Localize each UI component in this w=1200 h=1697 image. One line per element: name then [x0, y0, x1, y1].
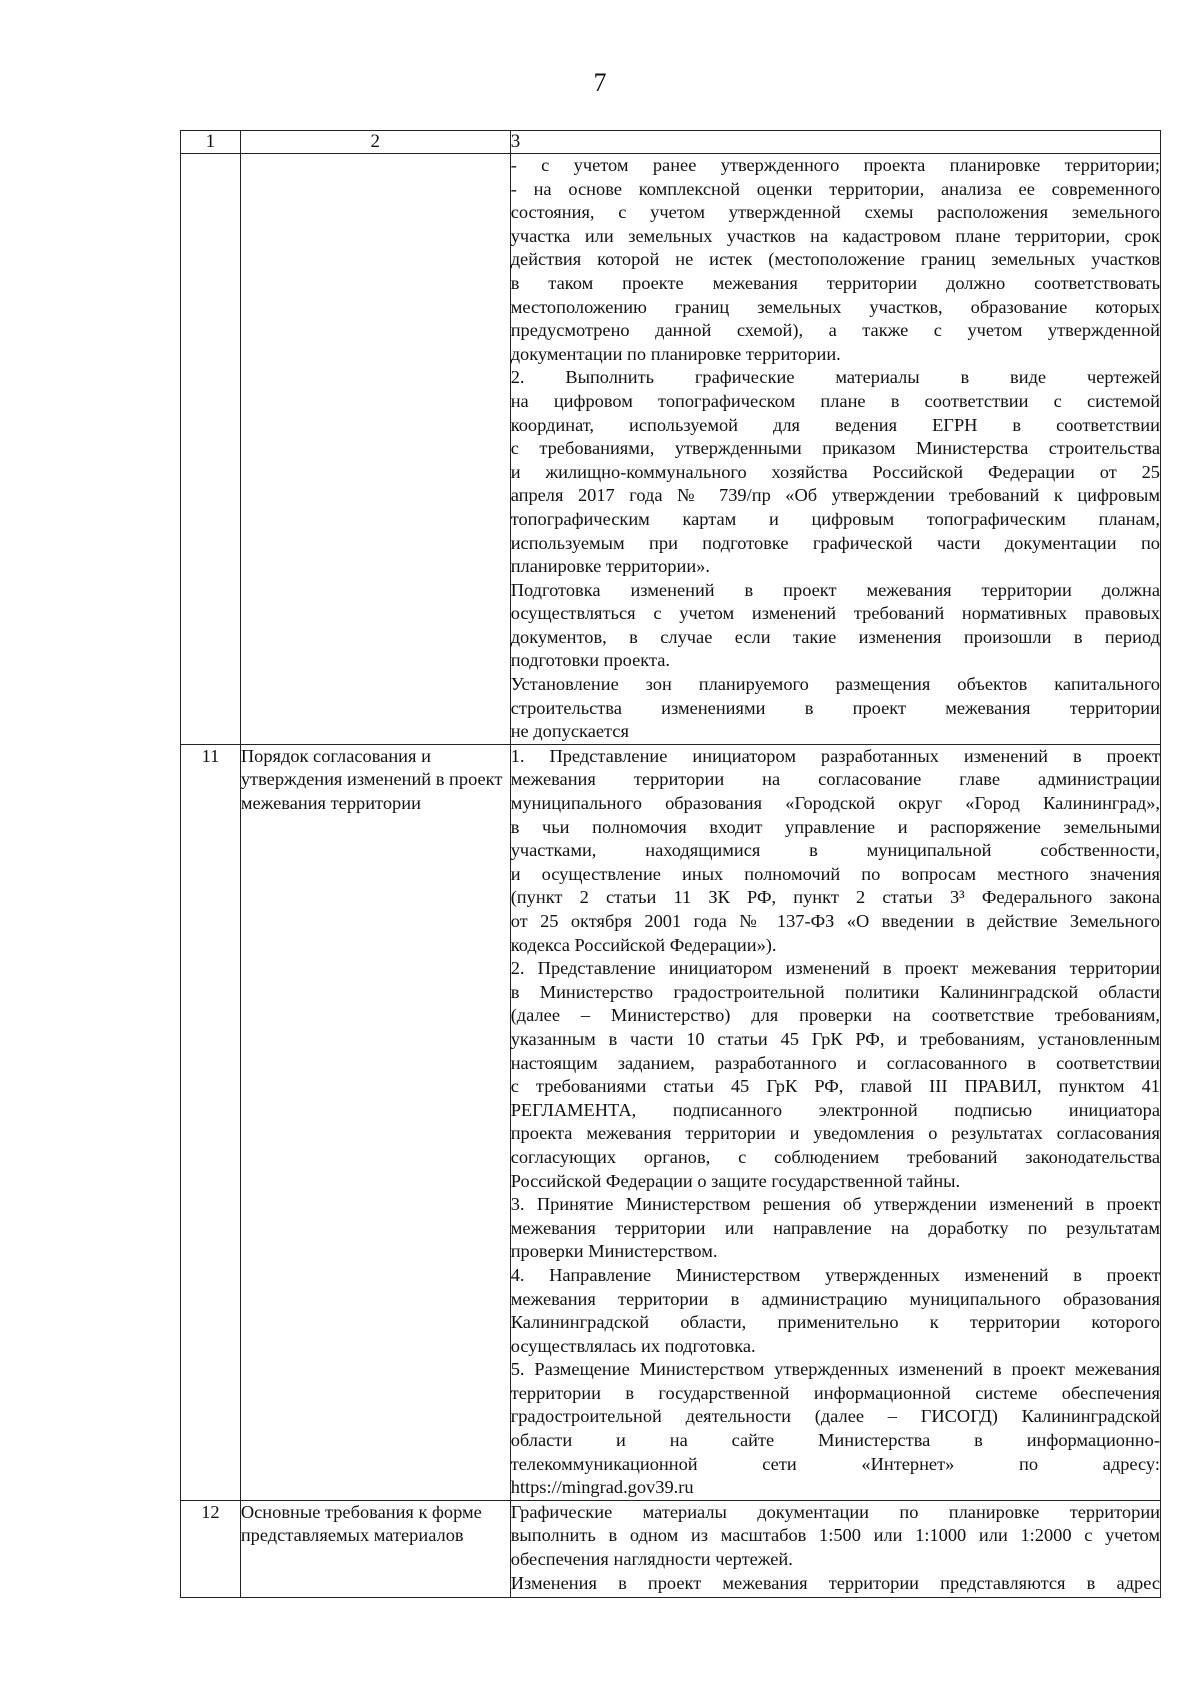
text-line: и жилищно-коммунального хозяйства Российской Федерации от 25	[510, 461, 1160, 482]
text-line: 1. Представление инициатором разработанных изменений в проект	[510, 745, 1160, 766]
text-line: (пункт 2 статьи 11 ЗК РФ, пункт 2 статьи 3³ Федерального закона	[510, 887, 1160, 908]
text-line: участка или земельных участков на кадастровом плане территории, срок	[510, 225, 1160, 246]
text-line: межевания территории на согласование главе администрации	[510, 769, 1160, 790]
text-line: координат, используемой для ведения ЕГРН в соответствии	[510, 414, 1160, 435]
text-line: настоящим заданием, разработанного и согласованного в соответствии	[510, 1052, 1160, 1073]
text-line: проекта межевания территории и уведомления о результатах согласования	[510, 1123, 1160, 1144]
text-line: действия которой не истек (местоположение границ земельных участков	[510, 249, 1160, 270]
text-line: Изменения в проект межевания территории представляются в адрес	[510, 1572, 1160, 1593]
text-line: РЕГЛАМЕНТА, подписанного электронной подписью инициатора	[510, 1099, 1160, 1120]
text-line: согласующих органов, с соблюдением требований законодательства	[510, 1146, 1160, 1167]
text-line: в таком проекте межевания территории должно соответствовать	[510, 272, 1160, 293]
header-col-3: 3	[510, 131, 1160, 154]
text-line: апреля 2017 года № 739/пр «Об утверждении требований к цифровым	[510, 485, 1160, 506]
table-row	[181, 744, 1161, 1500]
text-line: осуществляться с учетом изменений требований нормативных правовых	[510, 603, 1160, 624]
header-col-1: 1	[181, 131, 241, 154]
text-line: кодекса Российской Федерации»).	[510, 934, 777, 955]
row-number: 12	[181, 1500, 241, 1597]
row-number: 11	[181, 744, 241, 1500]
text-line: в чьи полномочия входит управление и распоряжение земельными	[510, 816, 1160, 837]
text-line: Подготовка изменений в проект межевания территории должна	[510, 579, 1160, 600]
text-line: от 25 октября 2001 года № 137-ФЗ «О введении в действие Земельного	[510, 911, 1160, 931]
text-line: - с учетом ранее утвержденного проекта планировке территории;	[510, 155, 1160, 175]
text-line: 4. Направление Министерством утвержденных изменений в проект	[510, 1264, 1160, 1285]
text-line: (далее – Министерство) для проверки на соответствие требованиям,	[510, 1005, 1160, 1026]
row-content	[510, 154, 1160, 745]
text-line: межевания территории в администрацию муниципального образования	[510, 1288, 1160, 1309]
text-line: - на основе комплексной оценки территории, анализа ее современного	[510, 178, 1160, 199]
text-line: 2. Представление инициатором изменений в проект межевания территории	[510, 958, 1160, 979]
table-header-row	[181, 131, 1161, 154]
text-line: состояния, с учетом утвержденной схемы расположения земельного	[510, 202, 1160, 223]
table-row	[181, 154, 1161, 745]
row-name	[240, 154, 510, 745]
table-row	[181, 1500, 1161, 1597]
text-line: в Министерство градостроительной политики Калининградской области	[510, 981, 1160, 1002]
row-content	[510, 744, 1160, 1500]
requirements-table	[180, 130, 1161, 1598]
text-line: на цифровом топографическом плане в соответствии с системой	[510, 390, 1160, 411]
text-line: проверки Министерством.	[510, 1241, 718, 1262]
text-line: предусмотрено данной схемой), а также с учетом утвержденной	[510, 320, 1160, 341]
row-name: Порядок согласования и утверждения изменений в проект межевания территории	[240, 744, 510, 1500]
text-line: межевания территории или направление на доработку по результатам	[510, 1217, 1160, 1238]
text-line: с требованиями статьи 45 ГрК РФ, главой III ПРАВИЛ, пунктом 41	[510, 1076, 1160, 1097]
page-number: 7	[593, 68, 607, 97]
text-line: и осуществление иных полномочий по вопросам местного значения	[510, 863, 1160, 884]
text-line: градостроительной деятельности (далее – ГИСОГД) Калининградской	[510, 1406, 1160, 1427]
text-line: Калининградской области, применительно к территории которого	[510, 1312, 1160, 1333]
text-line: с требованиями, утвержденными приказом Министерства строительства	[510, 438, 1160, 459]
text-line: 5. Размещение Министерством утвержденных изменений в проект межевания	[510, 1359, 1160, 1380]
text-line: Графические материалы документации по планировке территории	[510, 1501, 1160, 1522]
text-line: документов, в случае если такие изменения произошли в период	[510, 626, 1160, 647]
text-line: области и на сайте Министерства в информационно-	[510, 1430, 1160, 1451]
text-line: документации по планировке территории.	[510, 343, 841, 364]
text-line: территории в государственной информационной системе обеспечения	[510, 1382, 1160, 1403]
text-line: Установление зон планируемого размещения объектов капитального	[510, 674, 1160, 695]
text-line: местоположению границ земельных участков, образование которых	[510, 296, 1160, 317]
text-line: 2. Выполнить графические материалы в виде чертежей	[510, 367, 1160, 388]
text-line: участками, находящимися в муниципальной собственности,	[510, 840, 1160, 861]
text-line: указанным в части 10 статьи 45 ГрК РФ, и требованиям, установленным	[510, 1028, 1160, 1049]
row-number	[181, 154, 241, 745]
text-line: телекоммуникационной сети «Интернет» по адресу:	[510, 1453, 1160, 1474]
text-line: муниципального образования «Городской округ «Город Калининград»,	[510, 793, 1160, 814]
text-line: используемым при подготовке графической части документации по	[510, 532, 1160, 553]
header-col-2: 2	[240, 131, 510, 154]
text-line: не допускается	[510, 721, 629, 742]
text-line: Российской Федерации о защите государственной тайны.	[510, 1170, 961, 1191]
row-name: Основные требования к форме представляемых материалов	[240, 1500, 510, 1597]
text-line: планировке территории».	[510, 556, 710, 577]
text-line: строительства изменениями в проект межевания территории	[510, 697, 1160, 718]
text-line: подготовки проекта.	[510, 650, 670, 671]
text-line: осуществлялась их подготовка.	[510, 1335, 756, 1356]
text-line: 3. Принятие Министерством решения об утверждении изменений в проект	[510, 1194, 1160, 1215]
row-content	[510, 1500, 1160, 1597]
text-line: топографическим картам и цифровым топографическим планам,	[510, 508, 1160, 529]
text-line: https://mingrad.gov39.ru	[510, 1477, 694, 1498]
text-line: обеспечения наглядности чертежей.	[510, 1549, 793, 1570]
text-line: выполнить в одном из масштабов 1:500 или 1:1000 или 1:2000 с учетом	[510, 1525, 1160, 1546]
